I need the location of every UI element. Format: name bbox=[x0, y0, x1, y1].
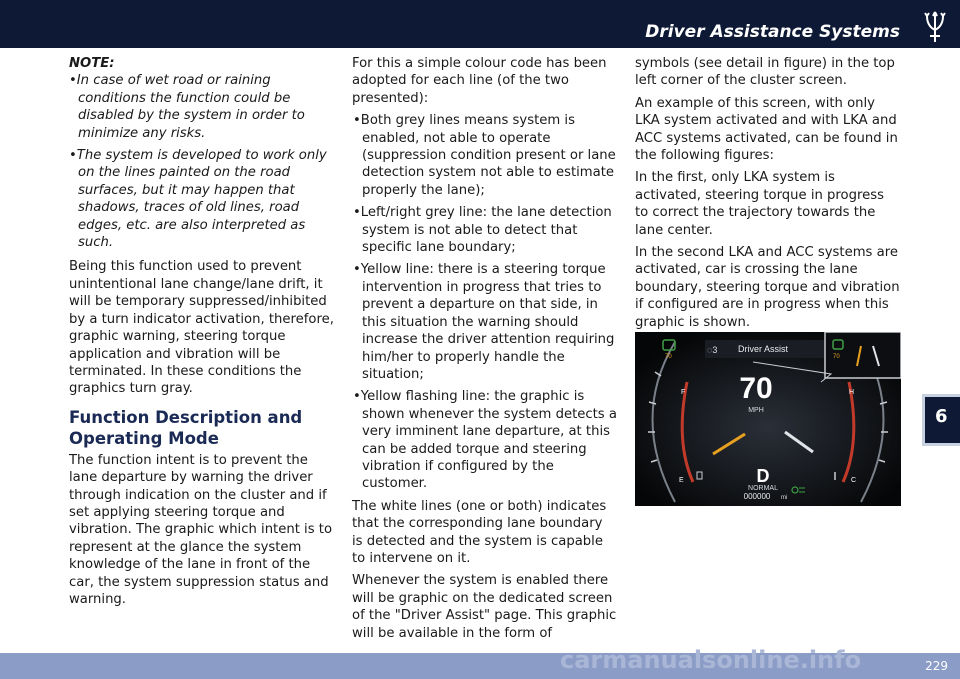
chapter-number: 6 bbox=[935, 406, 948, 427]
paragraph: In the second LKA and ACC systems are activated, car is crossing the lane boundary, steering torque and vibration if configured are in progress when this graphic is shown. bbox=[635, 245, 900, 330]
fuel-empty-label: E bbox=[679, 477, 684, 484]
page-number: 229 bbox=[925, 659, 948, 673]
column-3 bbox=[635, 55, 900, 336]
paragraph: Being this function used to prevent unintentional lane change/lane drift, it will be temporary suppressed/inhibited by a turn indicator activation, therefore, graphic warning, steering torque application and vibration will be terminated. In these conditions the graphics turn gray. bbox=[69, 259, 334, 397]
paragraph: In the first, only LKA system is activated, steering torque in progress to correct the trajectory towards the lane center. bbox=[635, 170, 884, 238]
paragraph: symbols (see detail in figure) in the top left corner of the cluster screen. bbox=[635, 56, 895, 89]
temp-hot-label: H bbox=[849, 389, 855, 396]
driver-assist-label: Driver Assist bbox=[738, 344, 789, 354]
list-item: •Yellow line: there is a steering torque intervention in progress that tries to prevent a departure on that side, in this situation the warning should increase the driver attention requiring him/her to properly handle the situation; bbox=[353, 262, 615, 382]
column-2 bbox=[352, 55, 617, 647]
column-1 bbox=[69, 55, 334, 613]
drive-mode: NORMAL bbox=[748, 485, 778, 492]
odometer-value: 000000 bbox=[743, 492, 771, 501]
speed-unit: MPH bbox=[748, 407, 764, 414]
note-heading: NOTE: bbox=[69, 56, 115, 71]
header-bar bbox=[0, 0, 960, 48]
page-title: Driver Assistance Systems bbox=[645, 22, 900, 42]
bullet-list bbox=[352, 112, 617, 493]
inset-value: 70 bbox=[833, 354, 840, 360]
note-item: •In case of wet road or raining conditions the function could be disabled by the system in order to minimize any risks. bbox=[69, 73, 305, 141]
chapter-tab[interactable] bbox=[922, 394, 960, 446]
note-list bbox=[69, 72, 334, 251]
cluster-screen bbox=[635, 332, 901, 506]
paragraph: The function intent is to prevent the lane departure by warning the driver through indication on the cluster and if set applying steering torque and vibration. The graphic which intent is to represent at the glance the system knowledge of the lane in front of the car, the system suppression status and warning. bbox=[69, 452, 333, 607]
paragraph: For this a simple colour code has been adopted for each line (of the two presented): bbox=[352, 56, 607, 106]
odometer-unit: mi bbox=[781, 495, 788, 501]
watermark: carmanualsonline.info bbox=[560, 646, 862, 674]
list-item: •Left/right grey line: the lane detection system is not able to detect that specific lane boundary; bbox=[353, 205, 612, 256]
left-symbol: ◌3 bbox=[707, 345, 718, 355]
paragraph: The white lines (one or both) indicates that the corresponding lane boundary is detected and the system is capable to intervene on it. bbox=[352, 498, 607, 566]
list-item: •Yellow flashing line: the graphic is shown whenever the system detects a very imminent lane departure, at this can be added torque and steering vibration if configured by the customer. bbox=[353, 389, 617, 492]
cluster-figure bbox=[635, 332, 901, 506]
list-item: •Both grey lines means system is enabled, not able to operate (suppression condition present or lane detection system not able to estimate properly the lane); bbox=[353, 113, 616, 198]
section-heading: Function Description and Operating Mode bbox=[69, 407, 303, 448]
note-item: •The system is developed to work only on the lines painted on the road surfaces, but it may happen that shadows, traces of old lines, road edges, etc. are also interpreted as such. bbox=[69, 148, 327, 251]
paragraph: An example of this screen, with only LKA system activated and with LKA and ACC systems activated, can be found in the following figures: bbox=[635, 95, 898, 164]
fuel-full-label: F bbox=[681, 389, 686, 396]
speed-value: 70 bbox=[739, 372, 773, 405]
gear-indicator: D bbox=[756, 466, 770, 486]
svg-text:70: 70 bbox=[665, 354, 672, 360]
trident-icon bbox=[920, 10, 950, 44]
paragraph: Whenever the system is enabled there will be graphic on the dedicated screen of the "Driver Assist" page. This graphic will be available in the form of bbox=[352, 573, 617, 641]
temp-cold-label: C bbox=[851, 477, 857, 484]
